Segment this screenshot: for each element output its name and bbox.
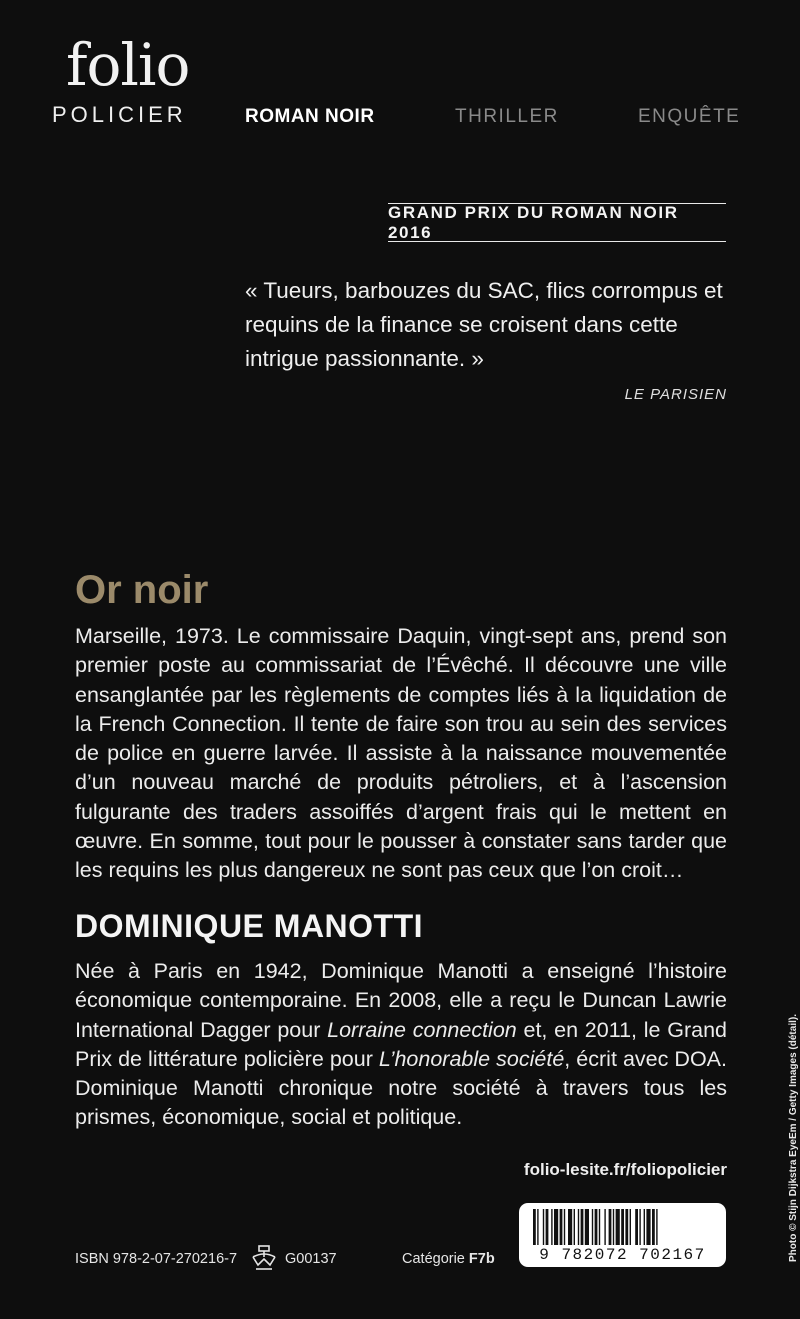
book-summary: Marseille, 1973. Le commissaire Daquin, vingt-sept ans, prend son premier poste au commissariat de l’Évêché. Il découvre une ville ensanglantée par les règlements de comptes liés à la liquidation de la French Connection. Il tente de faire son trou au sein des services de police en guerre larvée. Il assiste à la naissance mouvementée d’un nouveau marché de produits pétroliers, et à l’ascension fulgurante des traders assoiffés d’argent frais qui le mettent en œuvre. En somme, tout pour le pousser à constater sans tarder que les requins les plus dangereux ne sont pas ceux que l’on croit… [75, 624, 727, 883]
author-bio [75, 957, 727, 1133]
folio-logo: folio [66, 31, 190, 99]
category-code [402, 1251, 495, 1267]
publisher-emblem-icon [250, 1245, 278, 1271]
category-thriller: THRILLER [455, 106, 559, 127]
prize-banner [388, 203, 726, 242]
category-value: F7b [468, 1251, 495, 1267]
category-label: Catégorie [402, 1251, 465, 1267]
author-name: DOMINIQUE MANOTTI [75, 908, 424, 944]
author-bio-part-2: et, en 2011, le Grand Prix de littérature policière pour [75, 1017, 727, 1071]
author-bio-part-3: , écrit avec DOA. Dominique Manotti chronique notre société à travers tous les prismes, économique, social et politique. [75, 1046, 727, 1130]
book-reference-lorraine: Lorraine connection [327, 1017, 517, 1042]
photo-credit: Photo © Stijn Dijkstra EyeEm / Getty Images (détail). [788, 1014, 799, 1262]
quote-source: LE PARISIEN [624, 386, 727, 403]
book-title: Or noir [75, 568, 209, 612]
category-roman-noir: ROMAN NOIR [245, 106, 375, 127]
barcode-number: 9 782072 702167 [539, 1246, 706, 1264]
category-enquete: ENQUÊTE [638, 106, 741, 127]
website-link[interactable]: folio-lesite.fr/foliopolicier [523, 1160, 727, 1179]
author-bio-part-1: Née à Paris en 1942, Dominique Manotti a enseigné l’histoire économique contemporaine. En 2008, elle a reçu le Duncan Lawrie International Dagger pour [75, 959, 727, 1042]
isbn: ISBN 978-2-07-270216-7 [75, 1251, 238, 1267]
product-code: G00137 [285, 1251, 337, 1267]
prize-text: GRAND PRIX DU ROMAN NOIR 2016 [388, 202, 679, 242]
book-reference-honorable: L’honorable société [378, 1046, 565, 1071]
policier-label: POLICIER [52, 102, 187, 127]
press-quote: « Tueurs, barbouzes du SAC, flics corrompus et requins de la finance se croisent dans cette intrigue passionnante. » [245, 278, 723, 371]
